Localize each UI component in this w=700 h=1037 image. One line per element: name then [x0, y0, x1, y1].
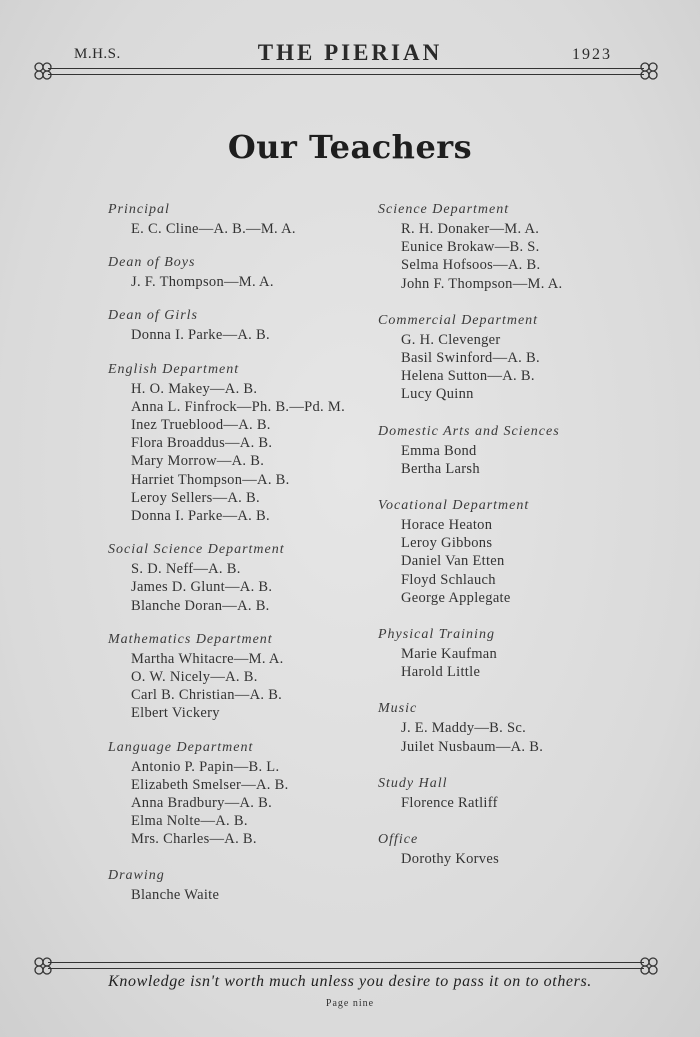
teacher-name: Martha Whitacre—M. A. [131, 650, 284, 667]
department-section [108, 253, 358, 291]
department-section [108, 306, 358, 344]
footer-rule [48, 962, 644, 969]
department-section [378, 311, 628, 404]
department-section [378, 200, 628, 293]
teacher-name: Donna I. Parke—A. B. [131, 327, 270, 344]
department-section [108, 200, 358, 238]
department-title: Language Department [108, 739, 254, 755]
teacher-name: Horace Heaton [401, 517, 493, 534]
department-title: Mathematics Department [108, 631, 273, 647]
teacher-name: Blanche Waite [131, 886, 220, 903]
teacher-name: Blanche Doran—A. B. [131, 597, 270, 614]
header-year: 1923 [572, 46, 612, 63]
department-title: Music [378, 701, 418, 717]
department-title: Domestic Arts and Sciences [378, 423, 560, 439]
department-section [108, 866, 358, 904]
teacher-name: Selma Hofsoos—A. B. [401, 257, 541, 274]
teacher-name: Anna Bradbury—A. B. [131, 795, 273, 812]
teacher-name: Bertha Larsh [401, 460, 480, 477]
teacher-name: Mrs. Charles—A. B. [131, 831, 257, 848]
teacher-name: Leroy Gibbons [401, 535, 493, 552]
department-title: Office [378, 832, 419, 848]
department-section [108, 738, 358, 849]
department-section [108, 360, 358, 526]
department-section [378, 625, 628, 681]
teacher-name: O. W. Nicely—A. B. [131, 669, 258, 686]
teacher-name: Elma Nolte—A. B. [131, 813, 248, 830]
teacher-name: George Applegate [401, 589, 511, 606]
clover-ornament-icon [32, 60, 54, 82]
header-title: THE PIERIAN [257, 40, 443, 65]
left-column [108, 200, 358, 904]
teacher-name: Harriet Thompson—A. B. [131, 471, 290, 488]
teacher-name: J. F. Thompson—M. A. [131, 274, 274, 291]
teacher-name: H. O. Makey—A. B. [131, 380, 258, 397]
department-title: Dean of Girls [108, 308, 198, 324]
teacher-name: Eunice Brokaw—B. S. [401, 239, 540, 256]
page-number: Page nine [325, 998, 375, 1009]
teacher-name: Carl B. Christian—A. B. [131, 687, 283, 704]
teacher-name: Daniel Van Etten [401, 553, 505, 570]
teacher-name: Lucy Quinn [401, 386, 474, 403]
teacher-name: Leroy Sellers—A. B. [131, 489, 260, 506]
teacher-name: Flora Broaddus—A. B. [131, 435, 273, 452]
header-school: M.H.S. [74, 46, 121, 62]
teacher-name: Inez Trueblood—A. B. [131, 417, 271, 434]
teacher-name: Basil Swinford—A. B. [401, 350, 540, 367]
department-title: English Department [108, 361, 240, 377]
department-title: Physical Training [378, 627, 495, 643]
department-section [378, 830, 628, 868]
clover-ornament-icon [638, 60, 660, 82]
teacher-name: R. H. Donaker—M. A. [401, 221, 540, 237]
teacher-name: Juilet Nusbaum—A. B. [401, 738, 544, 755]
department-title: Dean of Boys [108, 255, 196, 271]
department-section [108, 630, 358, 723]
page-title: Our Teachers [227, 128, 473, 166]
teacher-name: Donna I. Parke—A. B. [131, 508, 270, 525]
teacher-name: Helena Sutton—A. B. [401, 368, 535, 385]
department-title: Commercial Department [378, 312, 539, 328]
teacher-name: Anna L. Finfrock—Ph. B.—Pd. M. [131, 398, 346, 415]
department-title: Study Hall [378, 775, 448, 791]
teacher-name: Elizabeth Smelser—A. B. [131, 776, 289, 793]
department-section [378, 774, 628, 812]
teacher-name: Dorothy Korves [401, 851, 500, 868]
right-column [378, 200, 628, 868]
teacher-name: Harold Little [401, 664, 481, 681]
department-title: Vocational Department [378, 498, 530, 514]
department-section [378, 422, 628, 478]
footer-motto: Knowledge isn't worth much unless you desire to pass it on to others. [108, 973, 592, 990]
teacher-name: E. C. Cline—A. B.—M. A. [131, 221, 296, 237]
teacher-name: Antonio P. Papin—B. L. [131, 758, 280, 775]
teacher-name: Elbert Vickery [131, 705, 220, 722]
teacher-name: James D. Glunt—A. B. [131, 579, 273, 596]
department-section [108, 540, 358, 615]
department-title: Drawing [108, 867, 165, 883]
teacher-name: Mary Morrow—A. B. [131, 453, 265, 470]
teacher-name: G. H. Clevenger [401, 331, 501, 348]
department-section [378, 496, 628, 607]
teacher-name: S. D. Neff—A. B. [131, 561, 241, 578]
teacher-name: Floyd Schlauch [401, 571, 496, 588]
department-title: Principal [108, 202, 170, 217]
teacher-name: Emma Bond [401, 442, 477, 459]
teacher-name: John F. Thompson—M. A. [401, 275, 563, 292]
department-title: Social Science Department [108, 542, 285, 558]
teacher-name: Marie Kaufman [401, 646, 498, 663]
department-title: Science Department [378, 202, 510, 217]
teacher-name: Florence Ratliff [401, 794, 498, 811]
header-rule [48, 68, 644, 75]
teacher-name: J. E. Maddy—B. Sc. [401, 720, 527, 737]
department-section [378, 699, 628, 755]
